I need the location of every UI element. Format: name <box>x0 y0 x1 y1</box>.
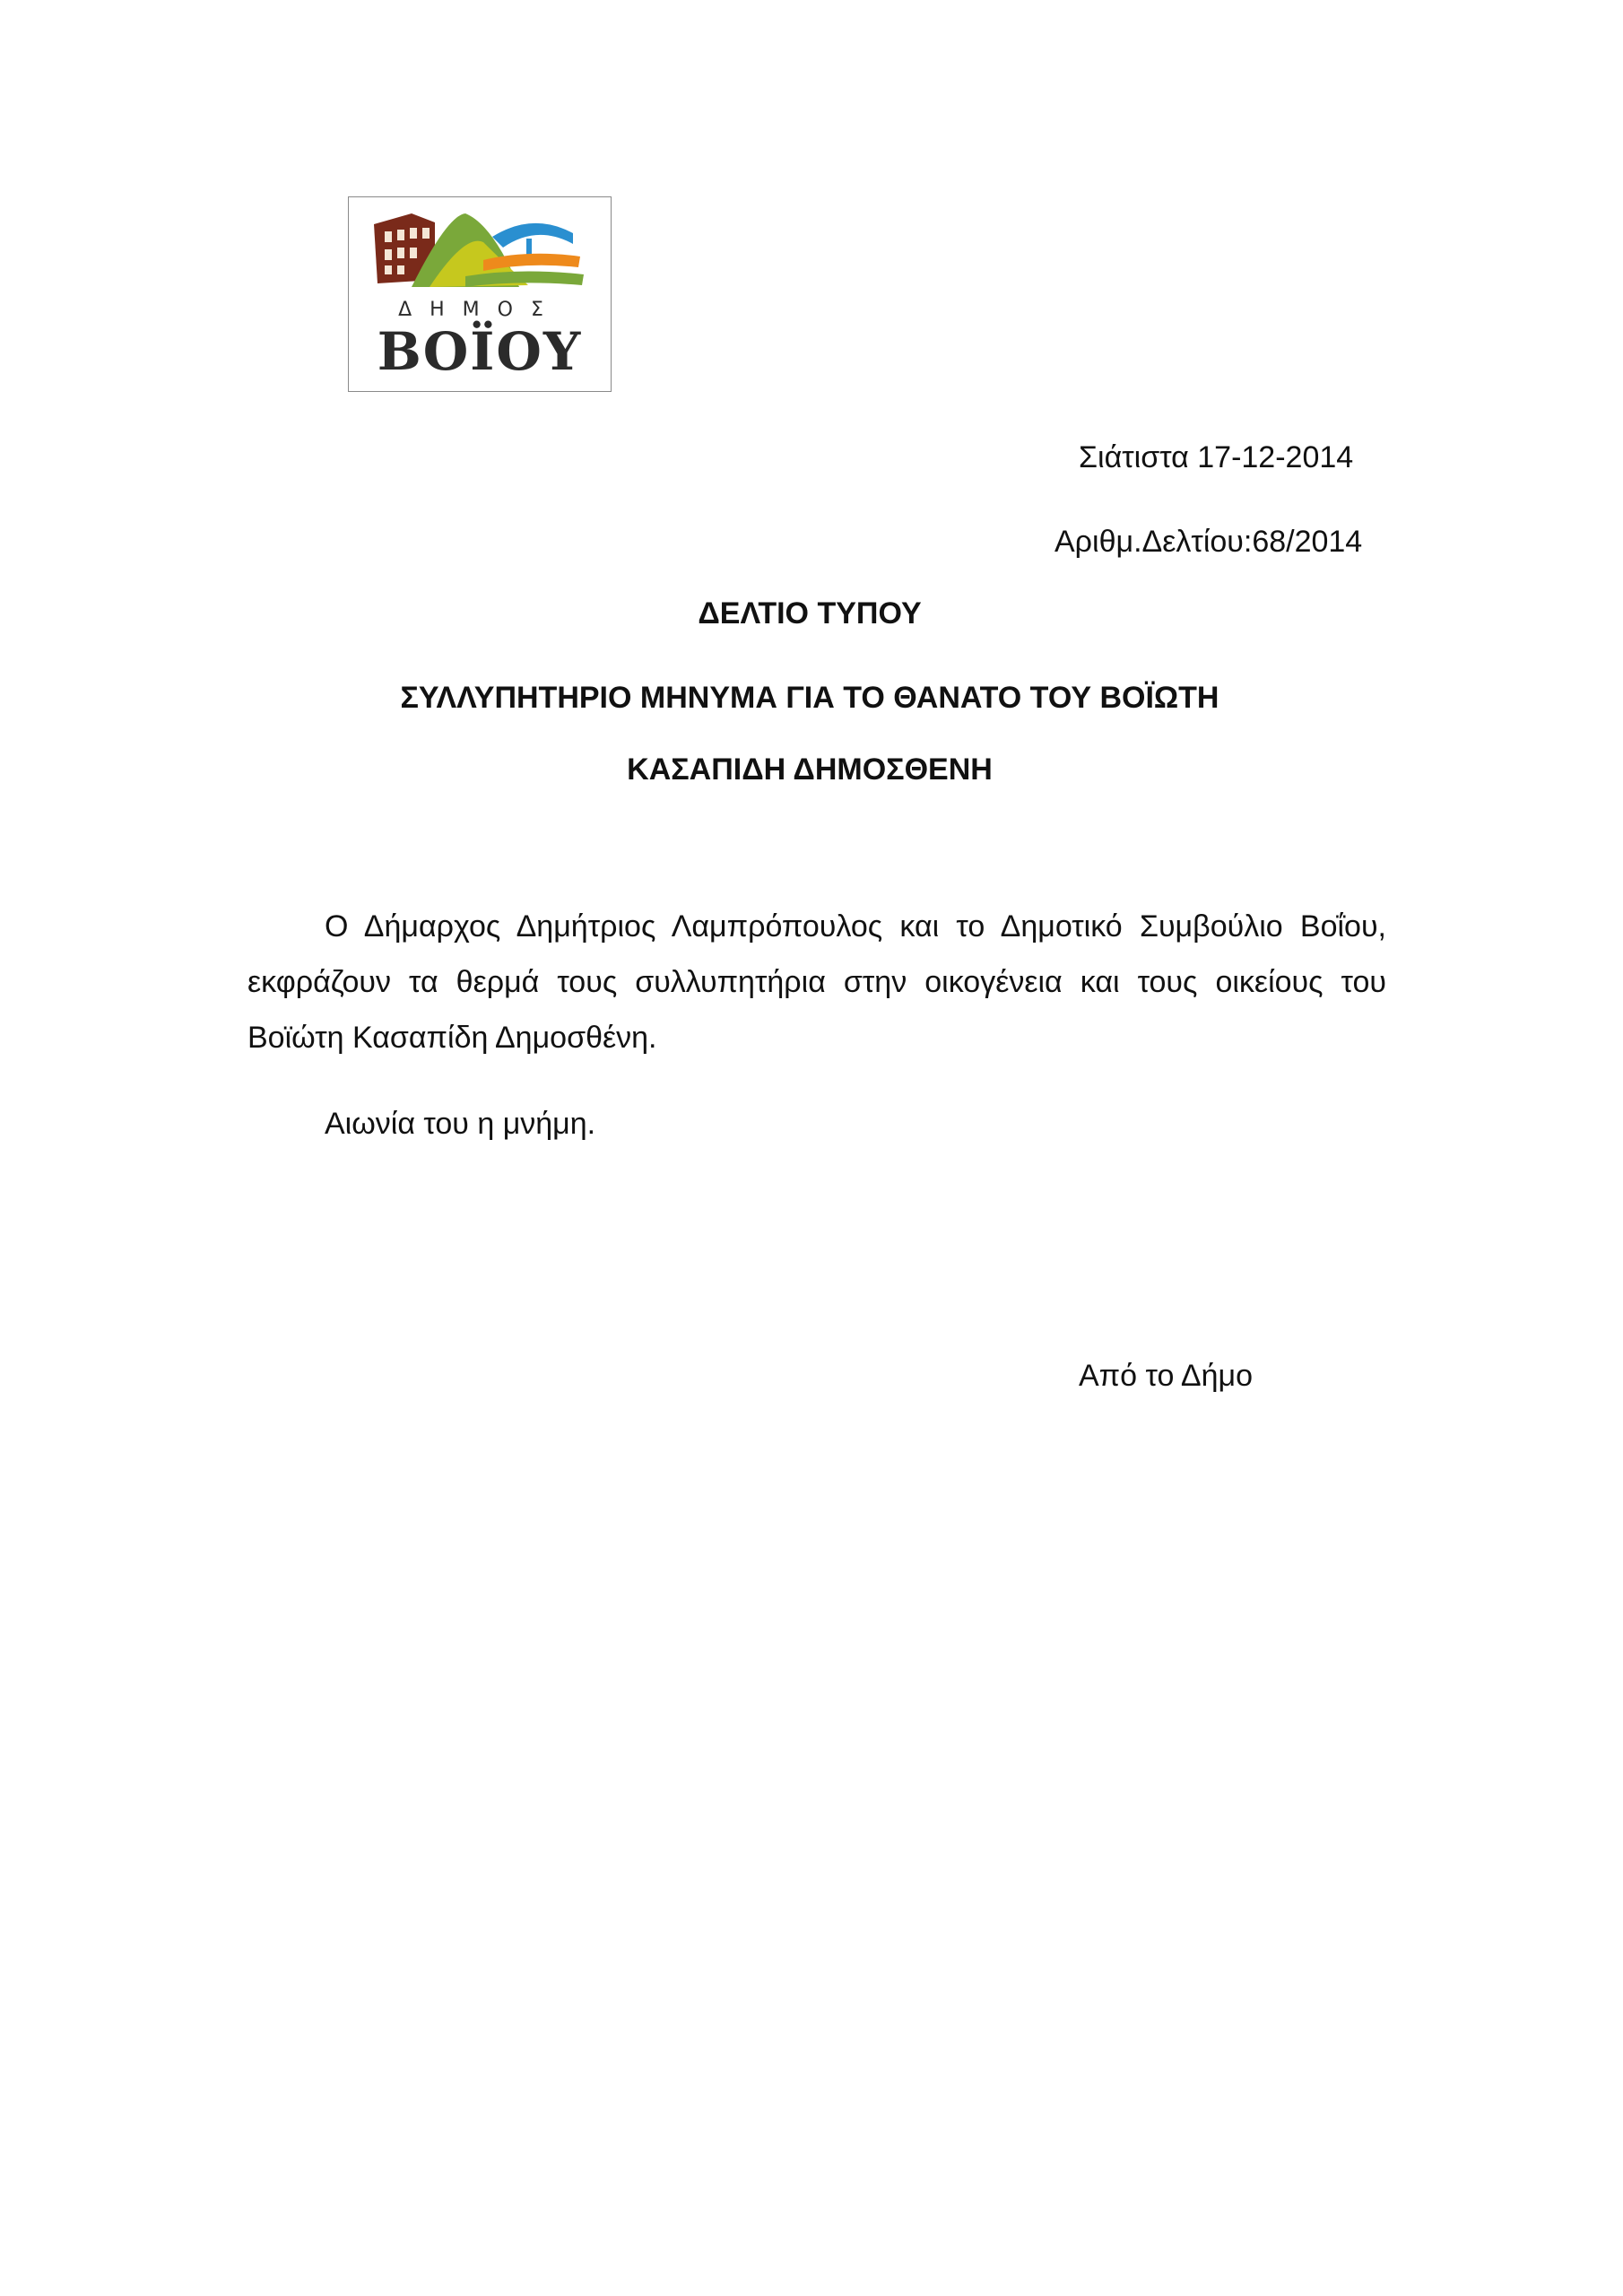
closing-signature: Από το Δήμο <box>1079 1359 1254 1393</box>
headline-line-2: ΚΑΣΑΠΙΔΗ ΔΗΜΟΣΘΕΝΗ <box>627 752 993 787</box>
body-paragraph-1: Ο Δήμαρχος Δημήτριος Λαμπρόπουλος και το Δημοτικό Συμβούλιο Βοΐου, εκφράζουν τα θερμά τους συλλυπητήρια στην οικογένεια και τους οικείους του Βοϊώτη Κασαπίδη Δημοσθένη. <box>247 909 1386 1055</box>
headline-line-1: ΣΥΛΛΥΠΗΤΗΡΙΟ ΜΗΝΥΜΑ ΓΙΑ ΤΟ ΘΑΝΑΤΟ ΤΟΥ ΒΟΪΩΤΗ <box>400 681 1219 715</box>
body-paragraph-2: Αιωνία του η μνήμη. <box>325 1107 596 1141</box>
municipality-logo <box>348 196 612 392</box>
reference-number: Αριθμ.Δελτίου:68/2014 <box>1055 525 1363 559</box>
logo-word-top: ΔΗΜΟΣ <box>398 299 561 321</box>
logo-word-main: ΒΟΪΟΥ <box>377 321 583 382</box>
logo-graphic <box>349 197 611 391</box>
document-type-heading: ΔΕΛΤΙΟ ΤΥΠΟΥ <box>698 596 922 631</box>
date-line: Σιάτιστα 17-12-2014 <box>1079 440 1354 474</box>
logo-bridge-icon <box>492 223 573 248</box>
